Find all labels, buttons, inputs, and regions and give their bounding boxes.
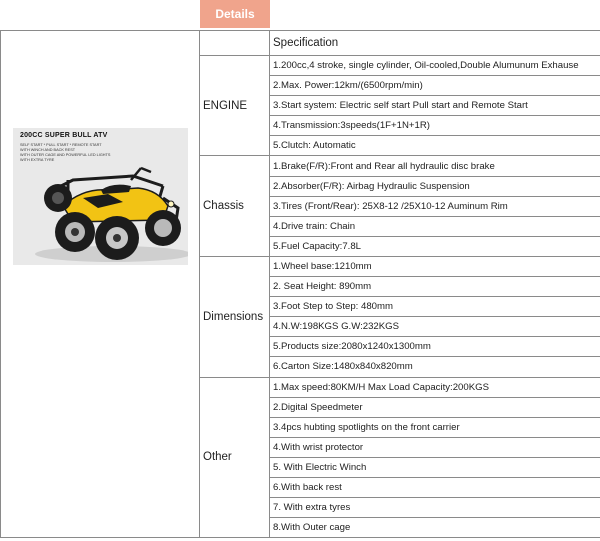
spec-value: 3.Tires (Front/Rear): 25X8-12 /25X10-12 Auminum Rim bbox=[270, 196, 600, 216]
tab-details[interactable]: Details bbox=[200, 0, 270, 28]
spec-value: 5. With Electric Winch bbox=[270, 457, 600, 477]
spec-value: 2.Max. Power:12km/(6500rpm/min) bbox=[270, 76, 600, 96]
image-text-line: SELF START * PULL START * REMOTE START bbox=[20, 143, 102, 147]
spec-value: 4.Drive train: Chain bbox=[270, 216, 600, 236]
spec-header-blank bbox=[200, 31, 270, 56]
spec-value: 6.Carton Size:1480x840x820mm bbox=[270, 357, 600, 377]
spec-header-row bbox=[1, 31, 600, 56]
spec-value: 3.4pcs hubting spotlights on the front carrier bbox=[270, 417, 600, 437]
image-text-line: WITH WINCH AND BACK REST bbox=[20, 148, 76, 152]
spec-value: 2.Absorber(F/R): Airbag Hydraulic Suspension bbox=[270, 176, 600, 196]
spec-value: 4.With wrist protector bbox=[270, 437, 600, 457]
spec-value: 5.Clutch: Automatic bbox=[270, 136, 600, 156]
spec-value: 4.N.W:198KGS G.W:232KGS bbox=[270, 317, 600, 337]
spec-header: Specification bbox=[270, 31, 600, 56]
image-text-line: WITH EXTRA TYRE bbox=[20, 158, 55, 162]
spec-value: 3.Start system: Electric self start Pull start and Remote Start bbox=[270, 96, 600, 116]
spec-group-label: Dimensions bbox=[200, 256, 270, 377]
spec-group-label: Other bbox=[200, 377, 270, 538]
spec-value: 5.Fuel Capacity:7.8L bbox=[270, 236, 600, 256]
tab-bar bbox=[0, 0, 600, 28]
spec-value: 6.With back rest bbox=[270, 477, 600, 497]
spec-group-label: Chassis bbox=[200, 156, 270, 256]
spec-table bbox=[0, 30, 600, 538]
spec-value: 8.With Outer cage bbox=[270, 518, 600, 538]
spec-value: 1.Wheel base:1210mm bbox=[270, 256, 600, 276]
spec-value: 4.Transmission:3speeds(1F+1N+1R) bbox=[270, 116, 600, 136]
image-title: 200CC SUPER BULL ATV bbox=[20, 132, 108, 139]
spec-value: 2.Digital Speedmeter bbox=[270, 397, 600, 417]
spec-value: 7. With extra tyres bbox=[270, 498, 600, 518]
spec-value: 3.Foot Step to Step: 480mm bbox=[270, 297, 600, 317]
spec-group-label: ENGINE bbox=[200, 56, 270, 156]
product-image-cell bbox=[1, 31, 200, 538]
spec-value: 1.Brake(F/R):Front and Rear all hydraulic disc brake bbox=[270, 156, 600, 176]
image-text-line: WITH OUTER CAGE AND POWERFUL LED LIGHTS bbox=[20, 153, 111, 157]
atv-product-image bbox=[13, 128, 188, 265]
spec-value: 1.Max speed:80KM/H Max Load Capacity:200KGS bbox=[270, 377, 600, 397]
spec-value: 5.Products size:2080x1240x1300mm bbox=[270, 337, 600, 357]
spec-value: 2. Seat Height: 890mm bbox=[270, 277, 600, 297]
spec-value: 1.200cc,4 stroke, single cylinder, Oil-cooled,Double Alumunum Exhause bbox=[270, 56, 600, 76]
